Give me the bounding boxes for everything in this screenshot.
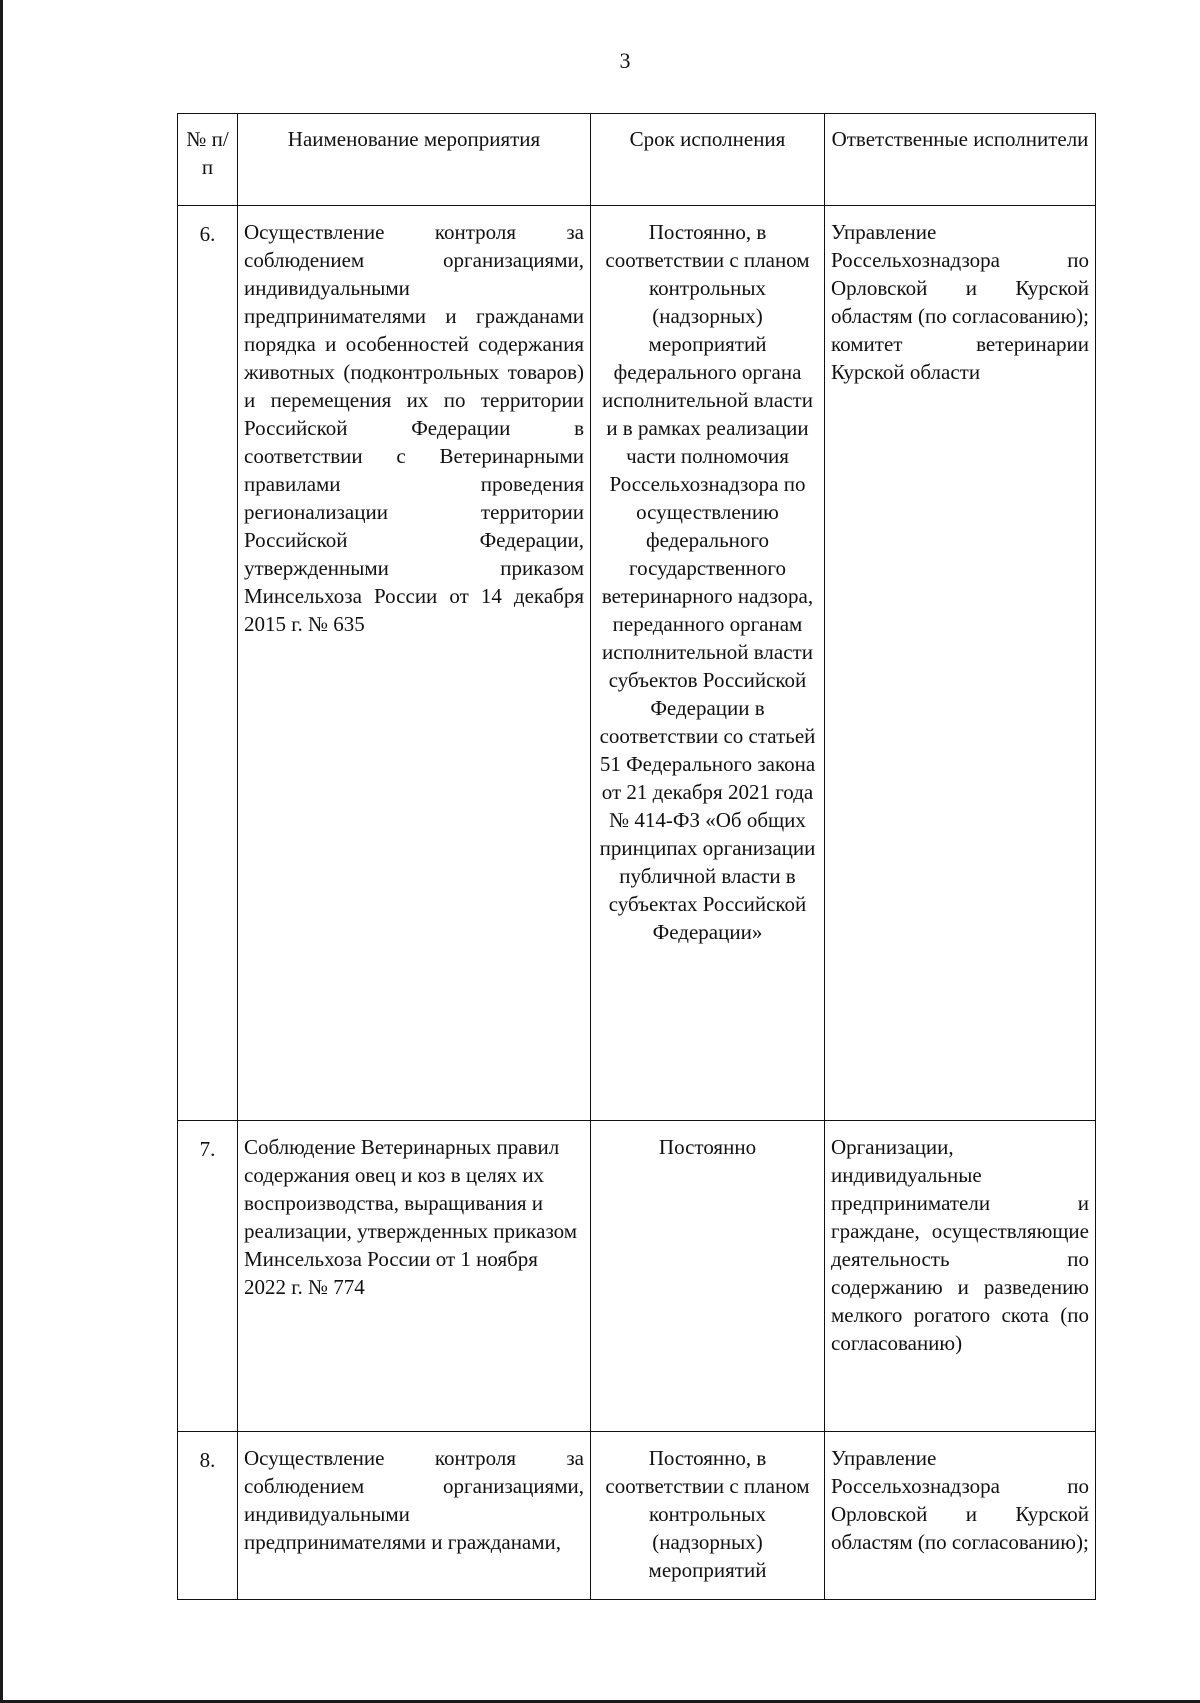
header-name: Наименование мероприятия bbox=[238, 114, 591, 206]
measure-responsible: Управление Россельхознадзора по Орловской и Курской областям (по согласованию); bbox=[825, 1432, 1096, 1600]
measure-responsible: Организации, индивидуальные предприниматели и граждане, осуществляющие деятельность по содержанию и разведению мелкого рогатого скота (по согласованию) bbox=[825, 1121, 1096, 1432]
scan-edge-left bbox=[0, 0, 3, 1703]
page-number: 3 bbox=[619, 48, 631, 73]
table-header-row bbox=[178, 114, 1096, 206]
table-row bbox=[178, 1121, 1096, 1432]
measure-term: Постоянно, в соответствии с планом контрольных (надзорных) мероприятий bbox=[591, 1432, 825, 1600]
table-row bbox=[178, 1432, 1096, 1600]
measures-table bbox=[177, 113, 1096, 1600]
header-num: № п/п bbox=[178, 114, 238, 206]
table-row bbox=[178, 206, 1096, 1121]
measure-name: Соблюдение Ветеринарных правил содержания овец и коз в целях их воспроизводства, выращивания и реализации, утвержденных приказом Минсельхоза России от 1 ноября 2022 г. № 774 bbox=[238, 1121, 591, 1432]
header-term: Срок исполнения bbox=[591, 114, 825, 206]
measure-name: Осуществление контроля за соблюдением организациями, индивидуальными предпринимателями и гражданами порядка и особенностей содержания животных (подконтрольных товаров) и перемещения их по территории Российской Федерации в соответствии с Ветеринарными правилами проведения регионализации территории Российской Федерации, утвержденными приказом Минсельхоза России от 14 декабря 2015 г. № 635 bbox=[238, 206, 591, 1121]
row-number: 8. bbox=[178, 1432, 238, 1600]
header-responsible: Ответственные исполнители bbox=[825, 114, 1096, 206]
measure-responsible: Управление Россельхознадзора по Орловской и Курской областям (по согласованию); комитет ветеринарии Курской области bbox=[825, 206, 1096, 1121]
measure-name: Осуществление контроля за соблюдением организациями, индивидуальными предпринимателями и гражданами, bbox=[238, 1432, 591, 1600]
row-number: 6. bbox=[178, 206, 238, 1121]
measure-term: Постоянно, в соответствии с планом контрольных (надзорных) мероприятий федерального органа исполнительной власти и в рамках реализации части полномочия Россельхознадзора по осуществлению федерального государственного ветеринарного надзора, переданного органам исполнительной власти субъектов Российской Федерации в соответствии со статьей 51 Федерального закона от 21 декабря 2021 года № 414-ФЗ «Об общих принципах организации публичной власти в субъектах Российской Федерации» bbox=[591, 206, 825, 1121]
row-number: 7. bbox=[178, 1121, 238, 1432]
measure-term: Постоянно bbox=[591, 1121, 825, 1432]
